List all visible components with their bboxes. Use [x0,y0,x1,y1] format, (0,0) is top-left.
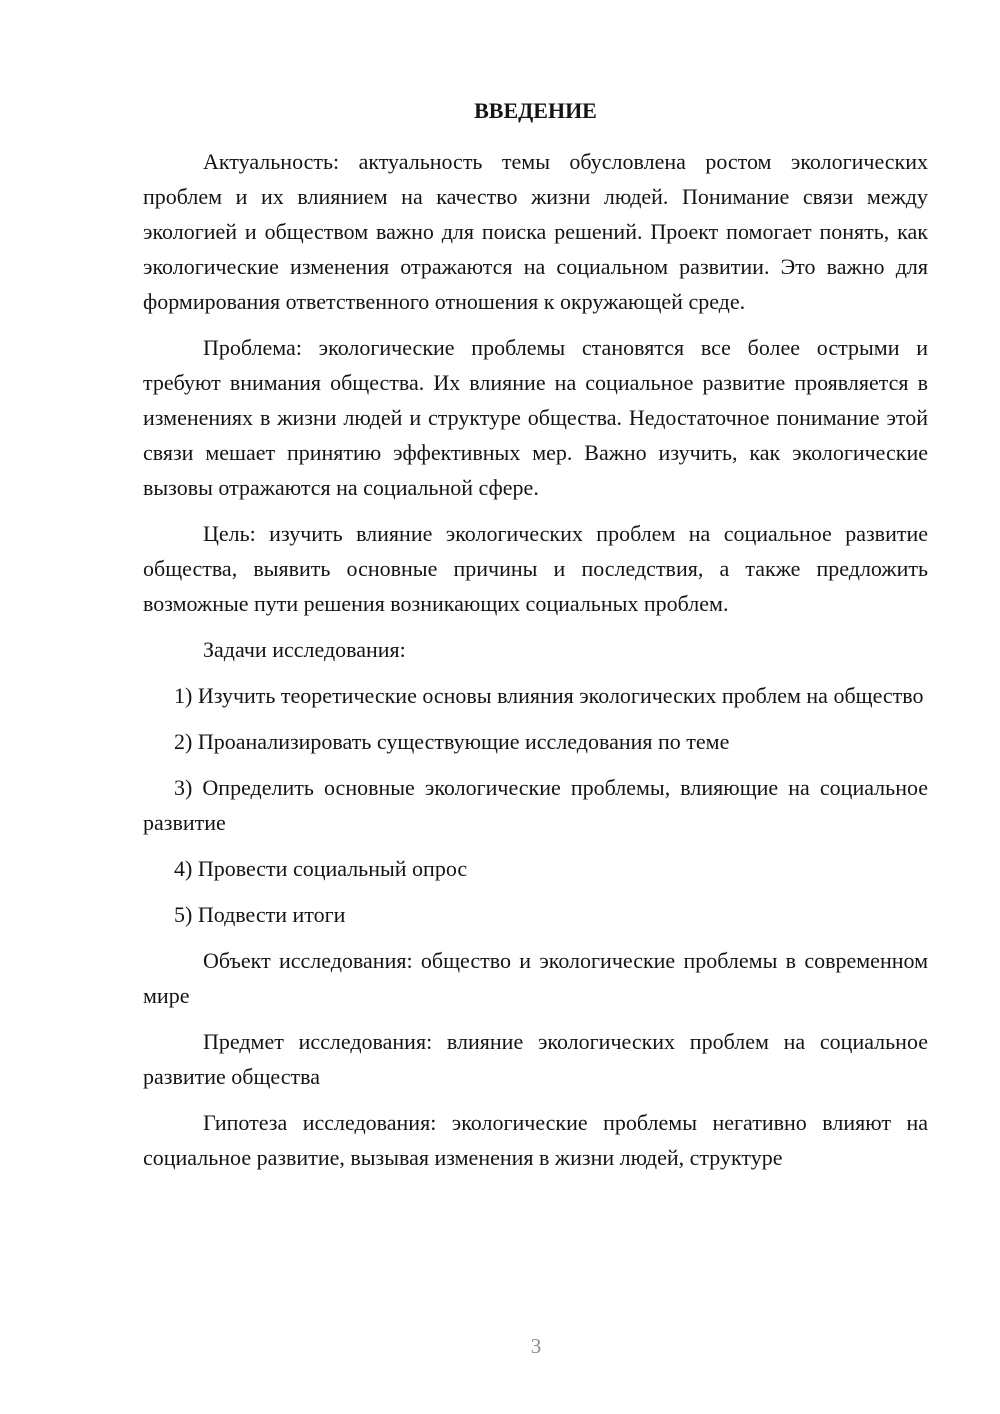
paragraph-problem: Проблема: экологические проблемы становятся все более острыми и требуют внимания общества. Их влияние на социальное развитие проявляется в изменениях в жизни людей и структуре общества. Недостаточное понимание этой связи мешает принятию эффективных мер. Важно изучить, как экологические вызовы отражаются на социальной сфере. [143,335,928,500]
task-item-5: 5) Подвести итоги [174,902,346,927]
page-number: 3 [530,1334,542,1358]
task-item-2: 2) Проанализировать существующие исследования по теме [174,729,730,754]
paragraph-object: Объект исследования: общество и экологические проблемы в современном мире [143,948,928,1008]
paragraph-hypothesis: Гипотеза исследования: экологические проблемы негативно влияют на социальное развитие, вызывая изменения в жизни людей, структуре [143,1110,928,1170]
section-heading: ВВЕДЕНИЕ [474,98,597,123]
document-page [143,96,928,1186]
paragraph-relevance: Актуальность: актуальность темы обусловлена ростом экологических проблем и их влиянием на качество жизни людей. Понимание связи между экологией и обществом важно для поиска решений. Проект помогает понять, как экологические изменения отражаются на социальном развитии. Это важно для формирования ответственного отношения к окружающей среде. [143,149,928,314]
task-item-4: 4) Провести социальный опрос [174,856,468,881]
paragraph-subject: Предмет исследования: влияние экологических проблем на социальное развитие общества [143,1029,928,1089]
task-item-3: 3) Определить основные экологические проблемы, влияющие на социальное развитие [143,775,928,835]
paragraph-goal: Цель: изучить влияние экологических проблем на социальное развитие общества, выявить основные причины и последствия, а также предложить возможные пути решения возникающих социальных проблем. [143,521,928,616]
task-item-1: 1) Изучить теоретические основы влияния экологических проблем на общество [174,683,924,708]
paragraph-tasks-title: Задачи исследования: [203,637,406,662]
